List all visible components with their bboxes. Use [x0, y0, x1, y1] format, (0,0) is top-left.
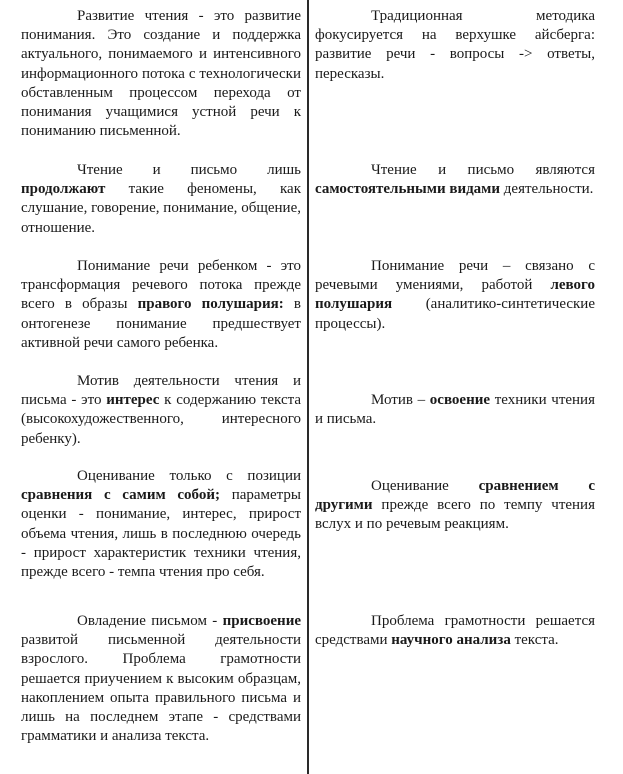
emphasized-text: присвоение [222, 613, 301, 629]
left-paragraph-motive [21, 372, 301, 449]
emphasized-text: продолжают [21, 181, 106, 198]
paragraph-text: Понимание речи ребенком - это трансформация речевого потока прежде всего в образы [21, 258, 301, 313]
paragraph-text: Проблема грамотности решается средствами [315, 613, 595, 649]
left-paragraph-speech-understanding [21, 257, 301, 353]
paragraph-text: Понимание речи – связано с речевыми умениями, работой [315, 258, 595, 294]
paragraph-text: Традиционная методика фокусируется на верхушке айсберга: развитие речи - вопросы -> ответы, пересказы. [315, 8, 595, 82]
paragraph-text: (аналитико-синтетические процессы). [315, 296, 595, 332]
emphasized-text: сравнением с другими [315, 478, 596, 514]
left-paragraph-writing-mastery [21, 612, 301, 746]
paragraph-text: развитой письменной деятельности взрослого. Проблема грамотности решается приучением к высоким образцам, накоплением опыта правильного письма и лишь на последнем этапе - средствами грамматики и анализа текста. [21, 632, 301, 745]
paragraph-text: к содержанию текста (высокохудожественного, интересного ребенку). [21, 392, 301, 447]
left-paragraph-assessment [21, 467, 301, 582]
emphasized-text: сравнения с самим собой; [21, 487, 221, 504]
paragraph-text: в онтогенезе понимание предшествует активной речи самого ребенка. [21, 296, 301, 351]
paragraph-text: Оценивание только с позиции [77, 468, 301, 484]
paragraph-text: текста. [510, 632, 559, 649]
emphasized-text: освоение [429, 392, 491, 408]
column-divider [307, 0, 309, 774]
paragraph-text: Мотив деятельности чтения и письма - это [21, 373, 301, 409]
paragraph-text: Чтение и письмо лишь [77, 162, 301, 178]
emphasized-text: левого полушария [315, 277, 595, 313]
paragraph-text: параметры оценки - понимание, интерес, прирост объема чтения, лишь в последнюю очередь - прирост характеристик техники чтения, прежде всего - темпа чтения про себя. [21, 487, 302, 581]
emphasized-text: самостоятельными видами [315, 181, 501, 198]
paragraph-text: техники чтения и письма. [315, 392, 595, 428]
paragraph-text: прежде всего по темпу чтения вслух и по речевым реакциям. [315, 497, 595, 533]
right-paragraph-reading-writing [315, 161, 595, 199]
right-paragraph-motive [315, 391, 595, 429]
right-paragraph-assessment [315, 477, 595, 535]
right-paragraph-literacy [315, 612, 595, 650]
paragraph-text: деятельности. [500, 181, 594, 198]
left-paragraph-reading-writing [21, 161, 301, 238]
paragraph-text: Овладение письмом - [77, 613, 223, 629]
emphasized-text: интерес [106, 392, 160, 409]
right-paragraph-speech-understanding [315, 257, 595, 334]
paragraph-text: Чтение и письмо являются [371, 162, 595, 178]
left-paragraph-reading-development [21, 7, 301, 141]
emphasized-text: правого полушария: [137, 296, 284, 313]
right-paragraph-traditional-method [315, 7, 595, 84]
paragraph-text: Мотив – [371, 392, 430, 408]
emphasized-text: научного анализа [391, 632, 511, 649]
paragraph-text: Оценивание [371, 478, 479, 494]
paragraph-text: Развитие чтения - это развитие понимания. Это создание и поддержка актуального, понимаемого и интенсивного информационного потока с технологически обставленным процессом перехода от понимания учащимися устной речи к пониманию письменной. [21, 8, 301, 140]
paragraph-text: такие феномены, как слушание, говорение, понимание, общение, отношение. [21, 181, 301, 236]
